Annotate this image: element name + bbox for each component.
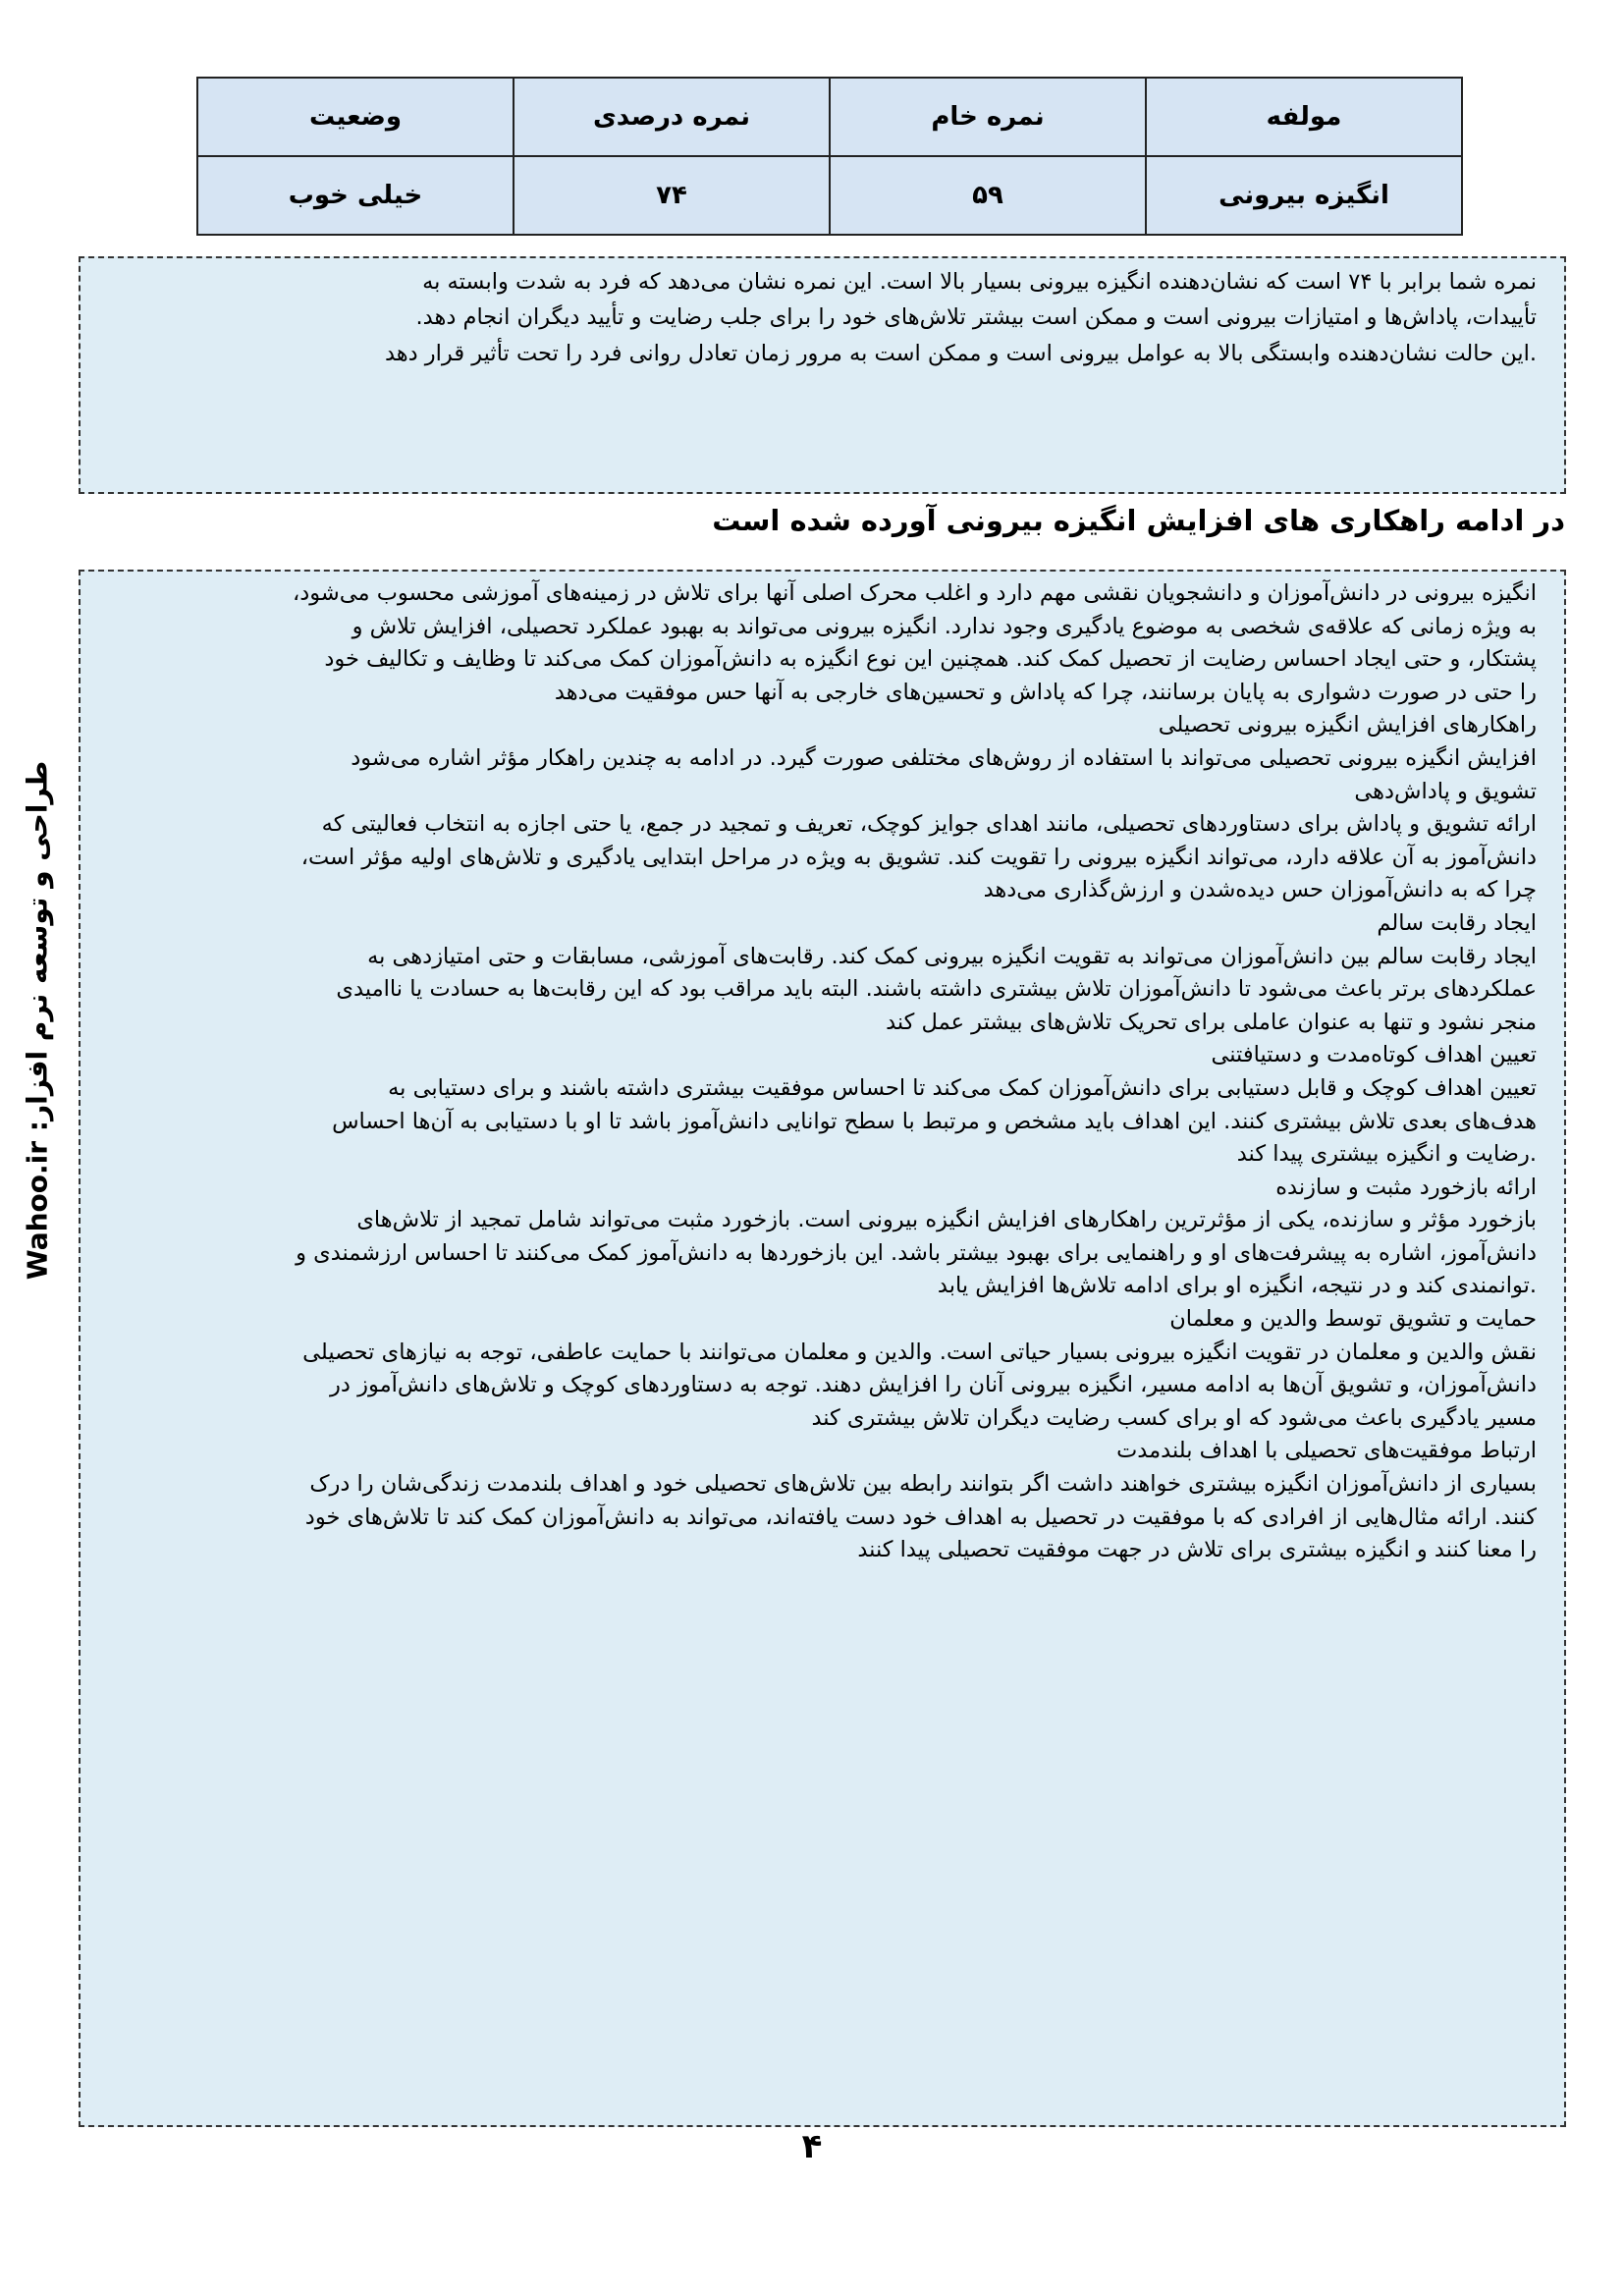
paragraph-line: بازخورد مؤثر و سازنده، یکی از مؤثرترین راهکارهای افزایش انگیزه بیرونی است. بازخورد مثبت می‌تواند شامل تمجید از تلاش‌های [356, 1207, 1537, 1233]
paragraph-line: چرا که به دانش‌آموزان حس دیده‌شدن و ارزش‌گذاری می‌دهد [983, 877, 1537, 903]
paragraph-line: انگیزه بیرونی در دانش‌آموزان و دانشجویان نقشی مهم دارد و اغلب محرک اصلی آنها برای تلاش در زمینه‌های آموزشی محسوب می‌شود، [292, 580, 1537, 606]
table-row [197, 156, 1462, 235]
paragraph-line: افزایش انگیزه بیرونی تحصیلی می‌تواند با استفاده از روش‌های مختلفی صورت گیرد. در ادامه به چندین راهکار مؤثر اشاره می‌شود [351, 744, 1537, 771]
table-header-row [197, 78, 1462, 156]
table-header-cell: مولفه [1146, 78, 1462, 156]
page-number: ۴ [801, 2127, 823, 2166]
paragraph-line: دانش‌آموز به آن علاقه دارد، می‌تواند انگیزه بیرونی را تقویت کند. تشویق به ویژه در مراحل ابتدایی یادگیری و تلاش‌های اولیه مؤثر است، [300, 844, 1537, 870]
table-header-cell: نمره خام [830, 78, 1146, 156]
interpretation-line: نمره شما برابر با ۷۴ است که نشان‌دهنده انگیزه بیرونی بسیار بالا است. این نمره نشان می‌دهد که فرد به شدت وابسته به [422, 269, 1537, 295]
sidebar-credit-text: طراحی و توسعه نرم افزار: [21, 760, 54, 1132]
paragraph-line: را معنا کنند و انگیزه بیشتری برای تلاش در جهت موفقیت تحصیلی پیدا کنند [857, 1537, 1537, 1563]
paragraph-line: ایجاد رقابت سالم بین دانش‌آموزان می‌تواند به تقویت انگیزه بیرونی کمک کند. رقابت‌های آموزشی، مسابقات و حتی امتیازدهی به [367, 943, 1537, 969]
table-header-cell: نمره درصدی [514, 78, 830, 156]
table-cell: ۵۹ [830, 156, 1146, 235]
paragraph-line: .توانمندی کند و در نتیجه، انگیزه او برای ادامه تلاش‌ها افزایش یابد [937, 1273, 1537, 1299]
section-heading: در ادامه راهکاری های افزایش انگیزه بیرونی آورده شده است [712, 504, 1565, 537]
paragraph-line: عملکردهای برتر باعث می‌شود تا دانش‌آموزان تلاش بیشتری داشته باشند. البته باید مراقب بود که این رقابت‌ها به حسادت یا ناامیدی [336, 976, 1537, 1003]
paragraph-line: راهکارهای افزایش انگیزه بیرونی تحصیلی [1158, 712, 1537, 738]
paragraph-line: به ویژه زمانی که علاقه‌ی شخصی به موضوع یادگیری وجود ندارد. انگیزه بیرونی می‌تواند به بهبود عملکرد تحصیلی، افزایش تلاش و [352, 613, 1537, 639]
paragraph-line: منجر نشود و تنها به عنوان عاملی برای تحریک تلاش‌های بیشتر عمل کند [886, 1009, 1537, 1035]
paragraph-line: ارائه تشویق و پاداش برای دستاوردهای تحصیلی، مانند اهدای جوایز کوچک، تعریف و تمجید در جمع، یا حتی اجازه به انتخاب فعالیتی که [321, 811, 1537, 838]
strategies-box [79, 570, 1566, 2127]
paragraph-line: تعیین اهداف کوتاه‌مدت و دستیافتنی [1211, 1042, 1537, 1068]
paragraph-line: را حتی در صورت دشواری به پایان برسانند، چرا که پاداش و تحسین‌های خارجی به آنها حس موفقیت می‌دهد [554, 679, 1537, 705]
table-cell: ۷۴ [514, 156, 830, 235]
paragraph-line: تشویق و پاداش‌دهی [1354, 778, 1537, 804]
paragraph-line: ارتباط موفقیت‌های تحصیلی با اهداف بلندمدت [1116, 1438, 1537, 1464]
paragraph-line: .رضایت و انگیزه بیشتری پیدا کند [1236, 1141, 1537, 1168]
score-table [196, 77, 1463, 236]
paragraph-line: مسیر یادگیری باعث می‌شود که او برای کسب رضایت دیگران تلاش بیشتری کند [811, 1404, 1537, 1431]
table-cell: خیلی خوب [197, 156, 514, 235]
interpretation-line: .این حالت نشان‌دهنده وابستگی بالا به عوامل بیرونی است و ممکن است به مرور زمان تعادل روانی فرد را تحت تأثیر قرار دهد [384, 340, 1537, 366]
paragraph-line: کنند. ارائه مثال‌هایی از افرادی که با موفقیت در تحصیل به اهداف خود دست یافته‌اند، می‌تواند به دانش‌آموزان کمک کند تا تلاش‌های خود [304, 1503, 1537, 1530]
table-cell: انگیزه بیرونی [1146, 156, 1462, 235]
paragraph-line: تعیین اهداف کوچک و قابل دستیابی برای دانش‌آموزان کمک می‌کند تا احساس موفقیت بیشتری داشته باشند و برای دستیابی به [388, 1074, 1537, 1101]
table-header-cell: وضعیت [197, 78, 514, 156]
paragraph-line: دانش‌آموز، اشاره به پیشرفت‌های او و راهنمایی برای بهبود بیشتر باشد. این بازخوردها به دانش‌آموز کمک می‌کنند تا احساس ارزشمندی و [296, 1239, 1537, 1266]
paragraph-line: دانش‌آموزان، و تشویق آن‌ها به ادامه مسیر، انگیزه بیرونی آنان را افزایش دهند. توجه به دستاوردهای کوچک و تلاش‌های دانش‌آموز در [330, 1372, 1537, 1398]
sidebar-site-link[interactable]: Wahoo.ir [21, 1140, 54, 1281]
paragraph-line: ایجاد رقابت سالم [1377, 909, 1537, 936]
paragraph-line: پشتکار، و حتی ایجاد احساس رضایت از تحصیل کمک کند. همچنین این نوع انگیزه به دانش‌آموزان کمک می‌کند تا وظایف و تکالیف خود [324, 646, 1537, 673]
paragraph-line: نقش والدین و معلمان در تقویت انگیزه بیرونی بسیار حیاتی است. والدین و معلمان می‌توانند با حمایت عاطفی، توجه به نیازهای تحصیلی [302, 1339, 1537, 1365]
interpretation-box [79, 256, 1566, 494]
paragraph-line: حمایت و تشویق توسط والدین و معلمان [1169, 1306, 1537, 1333]
paragraph-line: هدف‌های بعدی تلاش بیشتری کنند. این اهداف باید مشخص و مرتبط با سطح توانایی دانش‌آموز باشد تا او با دستیابی به آن‌ها احساس [332, 1108, 1537, 1134]
paragraph-line: ارائه بازخورد مثبت و سازنده [1275, 1174, 1537, 1200]
paragraph-line: بسیاری از دانش‌آموزان انگیزه بیشتری خواهند داشت اگر بتوانند رابطه بین تلاش‌های تحصیلی خود و اهداف بلندمدت زندگی‌شان را درک [309, 1471, 1537, 1498]
interpretation-line: تأییدات، پاداش‌ها و امتیازات بیرونی است و ممکن است بیشتر تلاش‌های خود را برای جلب رضایت و تأیید دیگران انجام دهد. [415, 304, 1537, 331]
